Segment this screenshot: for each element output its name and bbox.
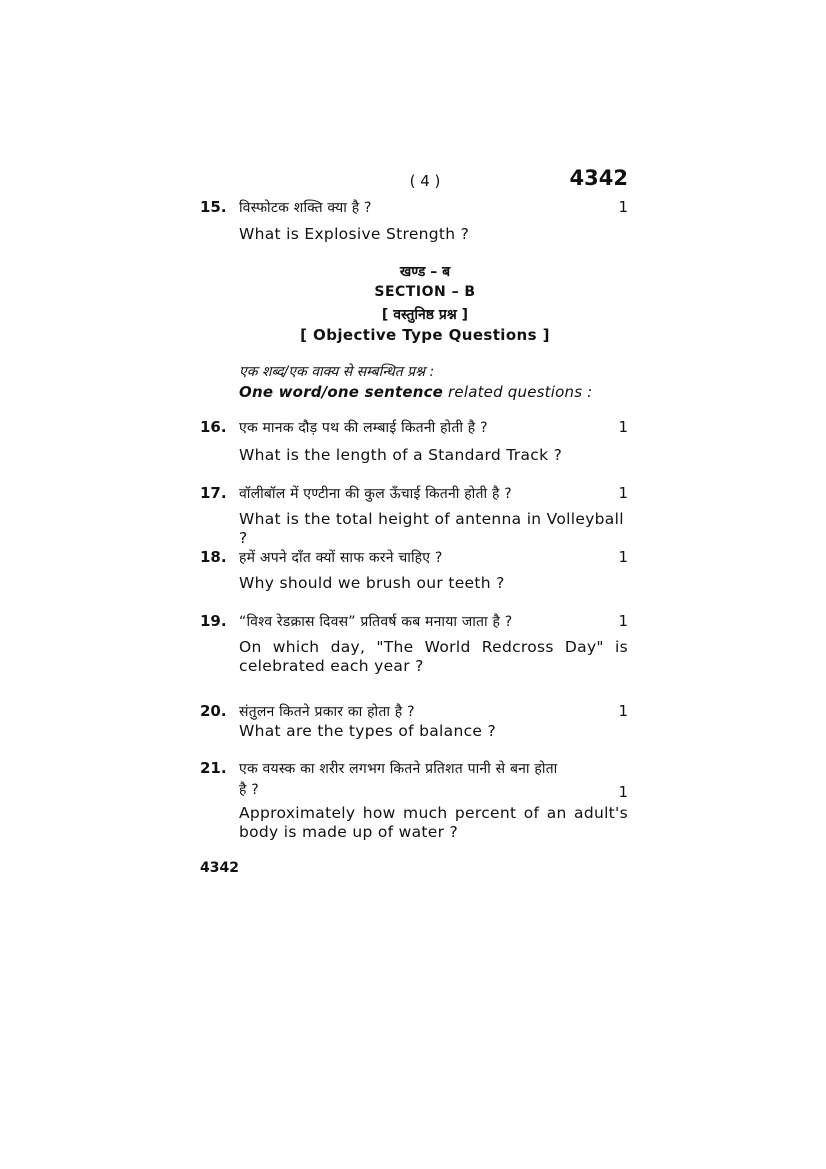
section-subtitle-hindi: [ वस्तुनिष्ठ प्रश्न ] — [381, 307, 469, 323]
question-number: 18. — [200, 548, 227, 566]
question-text-hindi: हमें अपने दाँत क्यों साफ करने चाहिए ? — [239, 550, 443, 566]
question-text-english: Why should we brush our teeth ? — [239, 574, 505, 592]
paper-code-footer: 4342 — [200, 860, 239, 876]
question-number: 20. — [200, 702, 227, 720]
question-number: 16. — [200, 418, 227, 436]
section-title-hindi: खण्ड – ब — [399, 264, 451, 280]
question-number: 17. — [200, 484, 227, 502]
question-text-hindi: “विश्व रेडक्रास दिवस” प्रतिवर्ष कब मनाया जाता है ? — [239, 614, 513, 630]
question-text-english: What are the types of balance ? — [239, 722, 496, 740]
question-marks: 1 — [618, 484, 628, 502]
question-marks: 1 — [618, 418, 628, 436]
question-16 — [200, 418, 628, 468]
question-text-hindi: एक वयस्क का शरीर लगभग कितने प्रतिशत पानी से बना होता — [239, 761, 558, 777]
question-marks: 1 — [618, 198, 628, 216]
question-number: 21. — [200, 759, 227, 777]
question-text-english: What is the length of a Standard Track ? — [239, 446, 563, 464]
question-20 — [200, 702, 628, 752]
question-17 — [200, 484, 628, 547]
page-number: ( 4 ) — [409, 172, 441, 190]
question-text-hindi: वॉलीबॉल में एण्टीना की कुल ऊँचाई कितनी होती है ? — [239, 486, 512, 502]
question-text-hindi: विस्फोटक शक्ति क्या है ? — [239, 200, 372, 216]
question-marks: 1 — [618, 612, 628, 630]
instruction-hindi: एक शब्द/एक वाक्य से सम्बन्धित प्रश्न : — [239, 364, 435, 380]
question-19 — [200, 612, 628, 682]
question-text-english: Approximately how much percent of an adult's body is made up of water ? — [239, 804, 628, 841]
instruction-english-bold: One word/one sentence — [239, 383, 444, 401]
question-21 — [200, 759, 628, 849]
question-text-hindi: संतुलन कितने प्रकार का होता है ? — [239, 704, 415, 720]
instruction-english — [239, 383, 592, 401]
question-text-hindi-continued: है ? — [239, 782, 259, 798]
section-title-english: SECTION – B — [374, 284, 476, 300]
question-text-english: What is Explosive Strength ? — [239, 225, 470, 243]
question-18 — [200, 548, 628, 598]
question-text-hindi: एक मानक दौड़ पथ की लम्बाई कितनी होती है ? — [239, 420, 488, 436]
question-number: 19. — [200, 612, 227, 630]
question-marks: 1 — [618, 702, 628, 720]
question-text-english: What is the total height of antenna in Volleyball ? — [239, 510, 624, 547]
paper-code-header: 4342 — [569, 166, 628, 190]
question-15 — [200, 198, 628, 248]
instruction-english-rest: related questions : — [443, 383, 593, 401]
section-subtitle-english: [ Objective Type Questions ] — [300, 326, 550, 344]
question-text-english: On which day, "The World Redcross Day" is celebrated each year ? — [239, 638, 628, 675]
question-number: 15. — [200, 198, 227, 216]
question-marks: 1 — [618, 783, 628, 801]
question-marks: 1 — [618, 548, 628, 566]
